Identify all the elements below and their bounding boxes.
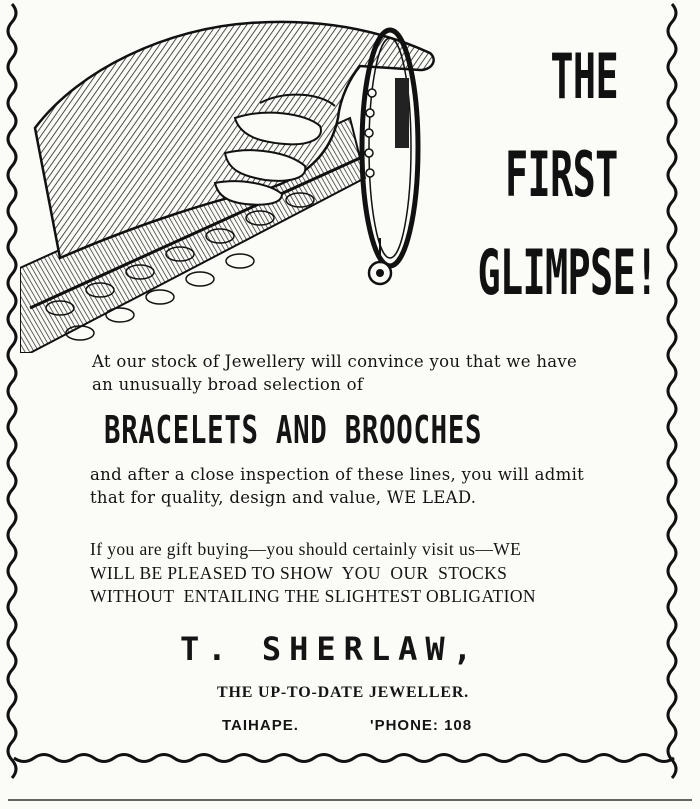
quality-paragraph xyxy=(90,463,610,509)
intro-line-1: At our stock of Jewellery will convince you that we have xyxy=(92,352,578,371)
hand-holding-bracelet-illustration xyxy=(20,8,450,353)
merchant-phone: 'PHONE: 108 xyxy=(370,717,473,734)
quality-line-2: that for quality, design and value, WE LEAD. xyxy=(90,488,477,507)
intro-paragraph xyxy=(92,350,612,396)
intro-line-2: an unusually broad selection of xyxy=(92,375,364,394)
quality-line-1: and after a close inspection of these lines, you will admit xyxy=(90,465,585,484)
feature-heading: BRACELETS AND BROOCHES xyxy=(104,408,483,452)
merchant-tagline: THE UP-TO-DATE JEWELLER. xyxy=(217,684,469,701)
merchant-town: TAIHAPE. xyxy=(222,717,299,734)
headline-line-2: FIRST xyxy=(505,138,618,211)
merchant-name: T. SHERLAW, xyxy=(180,630,480,668)
gift-line-3: WITHOUT ENTAILING THE SLIGHTEST OBLIGATION xyxy=(90,586,536,606)
gift-paragraph xyxy=(90,538,610,609)
headline-line-1: THE xyxy=(550,40,618,113)
gift-line-1: If you are gift buying—you should certainly visit us—WE xyxy=(90,539,522,559)
gift-line-2: WILL BE PLEASED TO SHOW YOU OUR STOCKS xyxy=(90,562,508,583)
headline-line-3: GLIMPSE! xyxy=(477,236,658,309)
